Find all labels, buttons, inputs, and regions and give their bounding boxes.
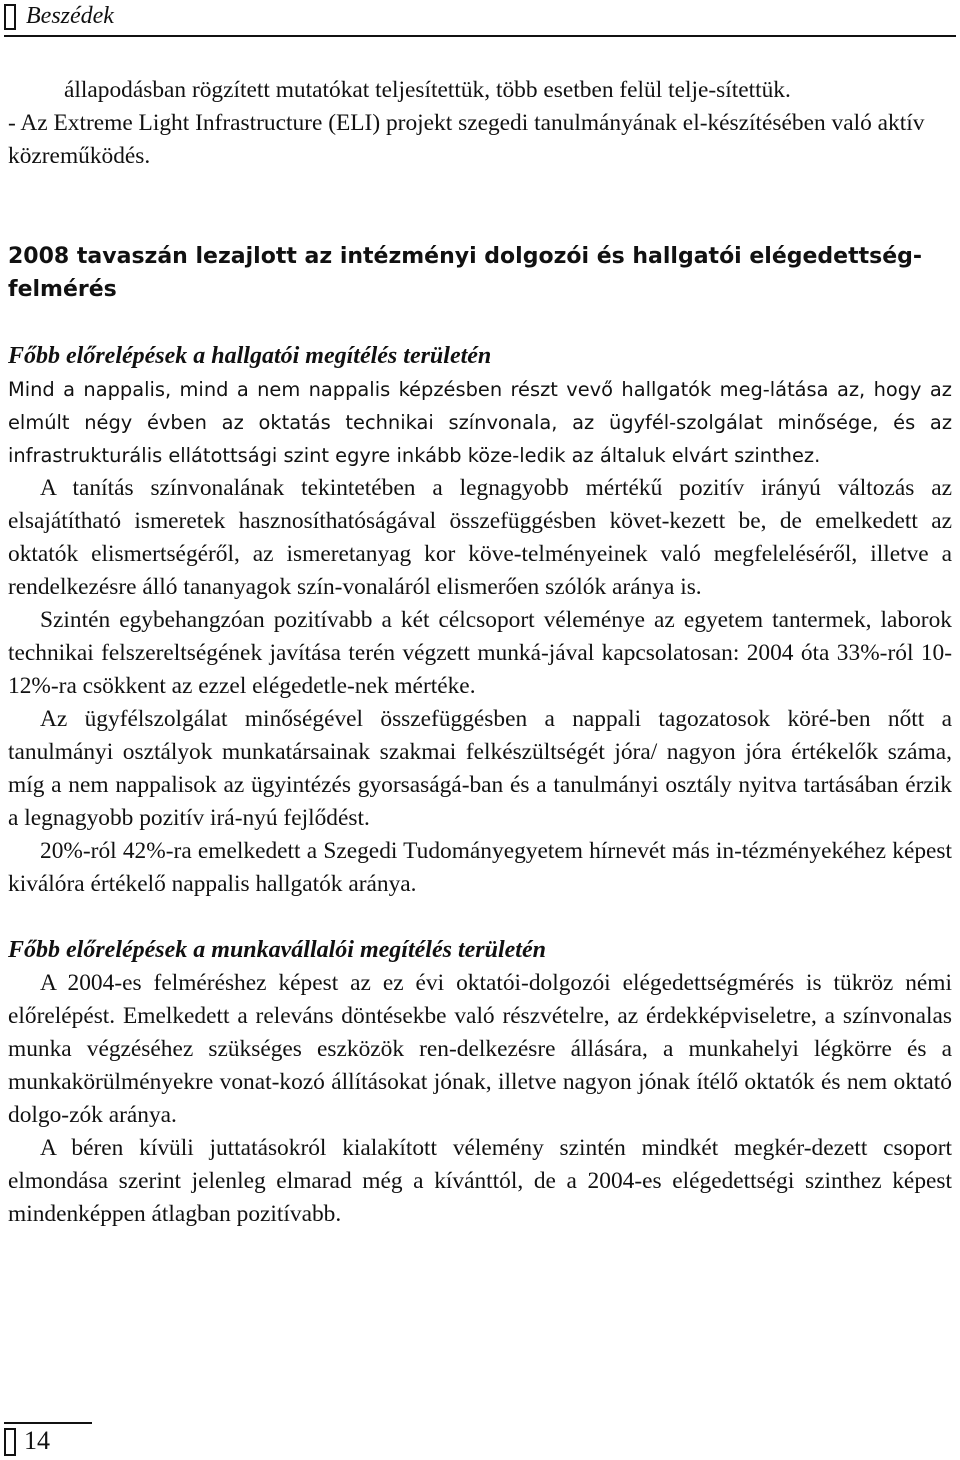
student-paragraph-1: Mind a nappalis, mind a nem nappalis képzésben részt vevő hallgatók meg-látása az, hogy az elmúlt négy évben az oktatás technikai színvonala, az ügyfél-szolgálat minősége, és az infrastrukturális ellátottsági szint egyre inkább köze-ledik az általuk elvárt szinthez. <box>8 378 952 467</box>
header-box-marker <box>4 4 16 30</box>
student-paragraph-3: Szintén egybehangzóan pozitívabb a két célcsoport véleménye az egyetem tantermek, laborok technikai felszereltségének javítása terén végzett munká-jával kapcsolatosan: 2004 óta 33%-ról 10-12%-ra csökkent az ezzel elégedetle-nek mértéke. <box>8 607 952 699</box>
employee-paragraph-1: A 2004-es felméréshez képest az ez évi oktatói-dolgozói elégedettségmérés is tükröz némi előrelépést. Emelkedett a releváns döntésekbe való részvételre, az érdekképviseletre, a színvonalas munka végzéséhez szükséges eszközök ren-delkezésre állására, a munkahelyi légkörre és a munkakörülményekre vonat-kozó állításokat jónak, illetve nagyon jónak ítélő oktatók és nem oktató dolgo-zók aránya. <box>8 970 952 1128</box>
page-number: 14 <box>24 1426 50 1455</box>
footer-box-marker <box>4 1428 16 1456</box>
employee-subheading: Főbb előrelépések a munkavállalói megítélés területén <box>8 937 546 963</box>
employee-paragraph-2: A béren kívüli juttatásokról kialakított vélemény szintén mindkét megkér-dezett csoport elmondása szerint jelenleg elmarad még a kívánttól, de a 2004-es elégedettségi szinthez képest mindenképpen átlagban pozitívabb. <box>8 1135 952 1227</box>
main-content <box>8 340 952 1231</box>
header-rule <box>4 35 956 37</box>
page-header <box>0 0 960 40</box>
section-title: 2008 tavaszán lezajlott az intézményi dolgozói és hallgatói elégedettség-felmérés <box>8 244 923 302</box>
student-paragraph-4: Az ügyfélszolgálat minőségével összefüggésben a nappali tagozatosok köré-ben nőtt a tanulmányi osztályok munkatársainak szakmai felkészültségét jóra/ nagyon jóra értékelők száma, míg a nem nappalisok az ügyintézés gyorsaságá-ban és a tanulmányi osztály nyitva tartásában érzik a legnagyobb pozitív irá-nyú fejlődést. <box>8 706 952 831</box>
intro-paragraph: állapodásban rögzített mutatókat teljesítettük, több esetben felül telje-sítettük. <box>64 77 791 103</box>
running-header-title: Beszédek <box>26 3 114 29</box>
student-paragraph-5: 20%-ról 42%-ra emelkedett a Szegedi Tudományegyetem hírnevét más in-tézményekéhez képest kiválóra értékelő nappalis hallgatók aránya. <box>8 838 952 897</box>
page-footer <box>0 1422 200 1460</box>
intro-bullet-item: - Az Extreme Light Infrastructure (ELI) projekt szegedi tanulmányának el-készítésében való aktív közreműködés. <box>8 110 925 169</box>
student-paragraph-2: A tanítás színvonalának tekintetében a legnagyobb mértékű pozitív irányú változás az elsajátítható ismeretek hasznosíthatóságával összefüggésben követ-kezett be, de emelkedett az oktatók elismertségéről, az ismeretanyag kor köve-telményeinek való megfeleléséről, illetve a rendelkezésre álló tananyagok szín-vonaláról elismerően szólók aránya is. <box>8 475 952 600</box>
footer-rule <box>4 1422 92 1424</box>
student-subheading: Főbb előrelépések a hallgatói megítélés területén <box>8 343 492 369</box>
section-gap <box>8 901 952 934</box>
intro-continuation <box>8 74 952 173</box>
